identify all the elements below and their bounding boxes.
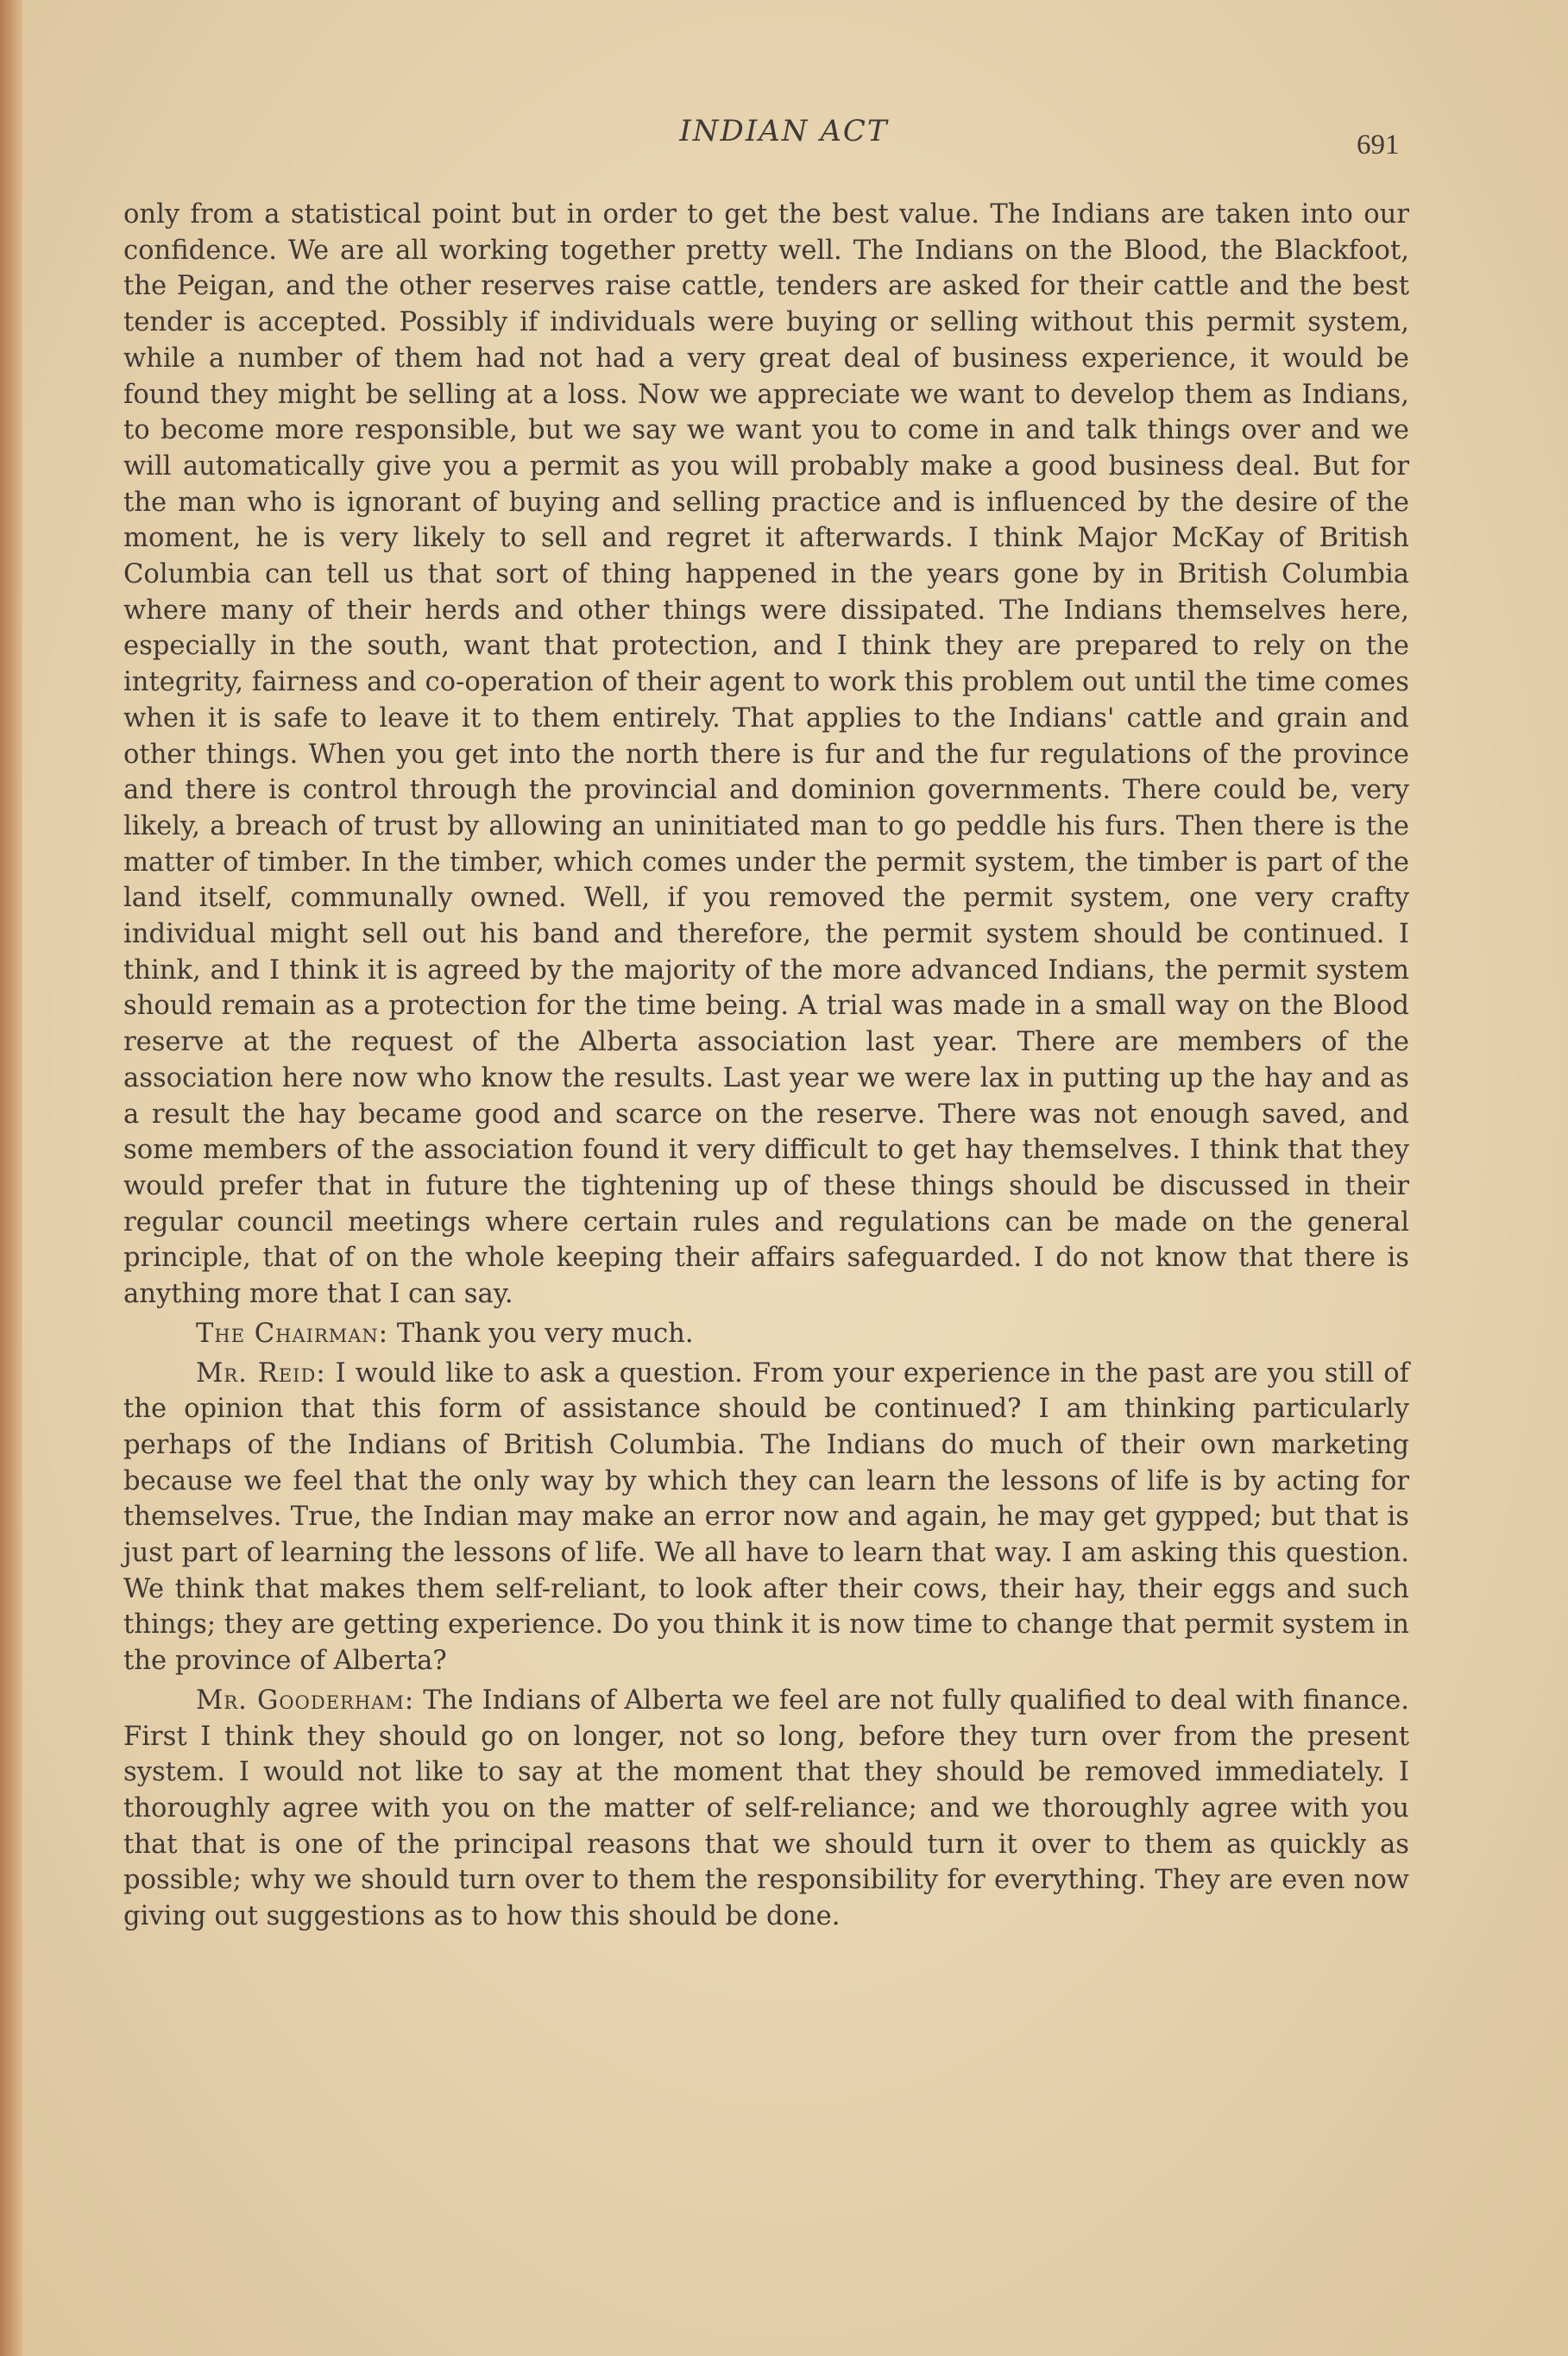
paragraph-chairman bbox=[123, 1316, 1409, 1352]
paragraph-text: The Indians of Alberta we feel are not fully qualified to deal with finance. First I think they should go on longer, not so long, before they turn over from the present system. I would not like to say at the moment that they should be removed immediately. I thoroughly agree with you on the matter of self-reliance; and we thoroughly agree with you that that is one of the principal reasons that we should turn it over to them as quickly as possible; why we should turn over to them the responsibility for everything. They are even now giving out suggestions as to how this should be done. bbox=[123, 1685, 1409, 1932]
paragraph-gooderham bbox=[123, 1683, 1409, 1935]
running-head: INDIAN ACT bbox=[679, 114, 889, 148]
body-text bbox=[123, 197, 1409, 1935]
paragraph-reid bbox=[123, 1356, 1409, 1679]
speaker-label: Mr. Gooderham: bbox=[196, 1685, 415, 1716]
paragraph-text: Thank you very much. bbox=[396, 1318, 694, 1349]
paragraph-text: I would like to ask a question. From your experience in the past are you still of the opinion that this form of assistance should be continued? I am thinking particularly perhaps of the Indians of British Columbia. The Indians do much of their own marketing because we feel that the only way by which they can learn the lessons of life is by acting for themselves. True, the Indian may make an error now and again, he may get gypped; but that is just part of learning the lessons of life. We all have to learn that way. I am asking this question. We think that makes them self-reliant, to look after their cows, their hay, their eggs and such things; they are getting experience. Do you think it is now time to change that permit system in the province of Alberta? bbox=[123, 1358, 1409, 1677]
paragraph-continuation bbox=[123, 197, 1409, 1313]
page-number: 691 bbox=[1357, 129, 1400, 161]
speaker-label: Mr. Reid: bbox=[196, 1358, 326, 1389]
binding-edge bbox=[0, 0, 22, 2356]
paragraph-text: only from a statistical point but in order to get the best value. The Indians are taken into our confidence. We are all working together pretty well. The Indians on the Blood, the Blackfoot, the Peigan, and the other reserves raise cattle, tenders are asked for their cattle and the best tender is accepted. Possibly if individuals were buying or selling without this permit system, while a number of them had not had a very great deal of business experience, it would be found they might be selling at a loss. Now we appreciate we want to develop them as Indians, to become more responsible, but we say we want you to come in and talk things over and we will automatically give you a permit as you will probably make a good business deal. But for the man who is ignorant of buying and selling practice and is influenced by the desire of the moment, he is very likely to sell and regret it afterwards. I think Major McKay of British Columbia can tell us that sort of thing happened in the years gone by in British Columbia where many of their herds and other things were dissipated. The Indians themselves here, especially in the south, want that protection, and I think they are prepared to rely on the integrity, fairness and co-operation of their agent to work this problem out until the time comes when it is safe to leave it to them entirely. That applies to the Indians' cattle and grain and other things. When you get into the north there is fur and the fur regulations of the province and there is control through the provincial and dominion governments. There could be, very likely, a breach of trust by allowing an uninitiated man to go peddle his furs. Then there is the matter of timber. In the timber, which comes under the permit system, the timber is part of the land itself, communally owned. Well, if you removed the permit system, one very crafty individual might sell out his band and therefore, the permit system should be continued. I think, and I think it is agreed by the majority of the more advanced Indians, the permit system should remain as a protection for the time being. A trial was made in a small way on the Blood reserve at the request of the Alberta association last year. There are members of the association here now who know the results. Last year we were lax in putting up the hay and as a result the hay became good and scarce on the reserve. There was not enough saved, and some members of the association found it very difficult to get hay themselves. I think that they would prefer that in future the tightening up of these things should be discussed in their regular council meetings where certain rules and regulations can be made on the general principle, that of on the whole keeping their affairs safeguarded. I do not know that there is anything more that I can say. bbox=[123, 199, 1409, 1310]
speaker-label: The Chairman: bbox=[196, 1318, 389, 1349]
